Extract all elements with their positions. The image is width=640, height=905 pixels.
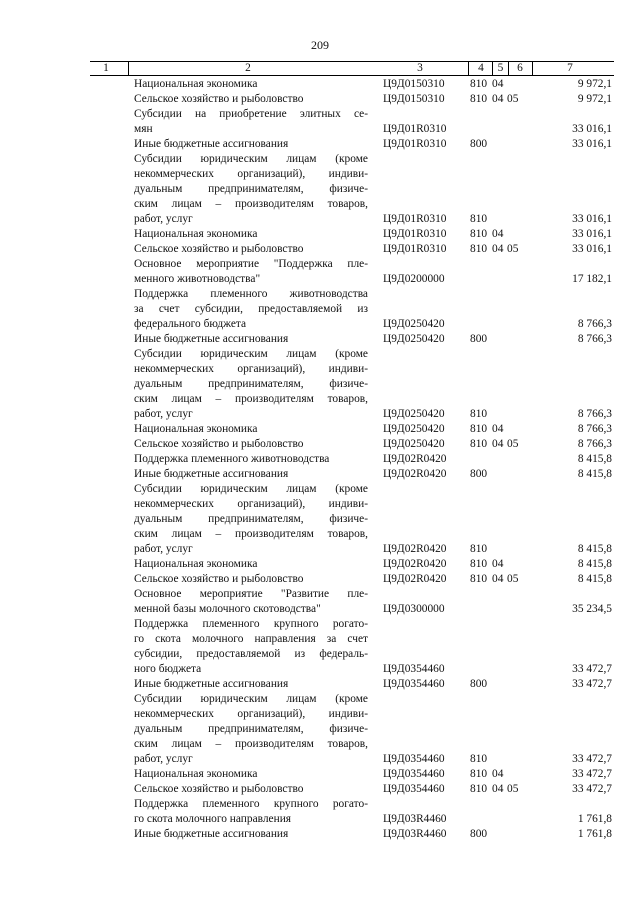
expense-type: 800 xyxy=(470,678,488,690)
amount: 33 472,7 xyxy=(572,783,612,795)
amount: 8 415,8 xyxy=(577,453,612,465)
amount: 8 766,3 xyxy=(577,408,612,420)
description-line: ским лицам – производителям товаров, xyxy=(134,738,368,750)
table-row xyxy=(0,617,640,677)
expense-type: 800 xyxy=(470,468,488,480)
expense-type: 800 xyxy=(470,828,488,840)
row-description xyxy=(134,92,368,107)
amount: 1 761,8 xyxy=(577,813,612,825)
amount: 8 415,8 xyxy=(577,558,612,570)
section: 04 xyxy=(492,93,504,105)
expense-type: 810 xyxy=(470,558,488,570)
row-description xyxy=(134,572,368,587)
table-row xyxy=(0,557,640,572)
expense-type: 800 xyxy=(470,138,488,150)
row-description xyxy=(134,137,368,152)
header-divider xyxy=(128,62,129,75)
description-line: го скота молочного направления xyxy=(134,813,292,825)
description-line: ским лицам – производителям товаров, xyxy=(134,198,368,210)
table-row xyxy=(0,572,640,587)
amount: 8 766,3 xyxy=(577,438,612,450)
subsection: 05 xyxy=(507,573,519,585)
row-description xyxy=(134,452,368,467)
row-description xyxy=(134,587,368,617)
amount: 8 766,3 xyxy=(577,318,612,330)
header-divider xyxy=(532,62,533,75)
header-col-5: 5 xyxy=(497,62,504,74)
amount: 33 016,1 xyxy=(572,123,612,135)
amount: 33 472,7 xyxy=(572,663,612,675)
table-header xyxy=(90,61,614,76)
description-line: некоммерческих организаций), индиви- xyxy=(134,498,368,510)
description-line: федерального бюджета xyxy=(134,318,247,330)
amount: 8 766,3 xyxy=(577,423,612,435)
section: 04 xyxy=(492,243,504,255)
description-line: за счет субсидии, предоставляемой из xyxy=(134,303,368,315)
target-code: Ц9Д02R0420 xyxy=(383,453,447,465)
row-description xyxy=(134,332,368,347)
amount: 33 016,1 xyxy=(572,228,612,240)
table-row xyxy=(0,287,640,332)
amount: 35 234,5 xyxy=(572,603,612,615)
target-code: Ц9Д02R0420 xyxy=(383,543,447,555)
target-code: Ц9Д01R0310 xyxy=(383,213,447,225)
target-code: Ц9Д0150310 xyxy=(383,93,445,105)
section: 04 xyxy=(492,423,504,435)
amount: 1 761,8 xyxy=(577,828,612,840)
target-code: Ц9Д0250420 xyxy=(383,318,445,330)
section: 04 xyxy=(492,573,504,585)
subsection: 05 xyxy=(507,438,519,450)
header-col-1: 1 xyxy=(103,62,109,74)
table-row xyxy=(0,257,640,287)
target-code: Ц9Д0250420 xyxy=(383,408,445,420)
table-row xyxy=(0,782,640,797)
expense-type: 810 xyxy=(470,753,488,765)
target-code: Ц9Д0250420 xyxy=(383,438,445,450)
expense-type: 810 xyxy=(470,768,488,780)
target-code: Ц9Д02R0420 xyxy=(383,573,447,585)
table-row xyxy=(0,467,640,482)
expense-type: 810 xyxy=(470,243,488,255)
target-code: Ц9Д0354460 xyxy=(383,678,445,690)
row-description xyxy=(134,557,368,572)
description-line: го скота молочного направления за счет xyxy=(134,633,368,645)
table-row xyxy=(0,422,640,437)
description-line: Сельское хозяйство и рыболовство xyxy=(134,438,304,450)
description-line: Сельское хозяйство и рыболовство xyxy=(134,93,304,105)
expense-type: 810 xyxy=(470,93,488,105)
table-row xyxy=(0,92,640,107)
row-description xyxy=(134,77,368,92)
amount: 33 016,1 xyxy=(572,138,612,150)
table-row xyxy=(0,677,640,692)
table-row xyxy=(0,797,640,827)
section: 04 xyxy=(492,228,504,240)
description-line: Поддержка племенного крупного рогато- xyxy=(134,618,368,630)
row-description xyxy=(134,257,368,287)
table-row xyxy=(0,482,640,557)
description-line: некоммерческих организаций), индиви- xyxy=(134,363,368,375)
table-row xyxy=(0,152,640,227)
description-line: Иные бюджетные ассигнования xyxy=(134,468,289,480)
target-code: Ц9Д0250420 xyxy=(383,333,445,345)
expense-type: 810 xyxy=(470,408,488,420)
amount: 33 016,1 xyxy=(572,213,612,225)
expense-type: 810 xyxy=(470,78,488,90)
description-line: Национальная экономика xyxy=(134,228,258,240)
expense-type: 810 xyxy=(470,423,488,435)
amount: 8 415,8 xyxy=(577,468,612,480)
target-code: Ц9Д0354460 xyxy=(383,753,445,765)
subsection: 05 xyxy=(507,93,519,105)
table-row xyxy=(0,587,640,617)
amount: 33 472,7 xyxy=(572,753,612,765)
description-line: Поддержка племенного крупного рогато- xyxy=(134,798,368,810)
description-line: Иные бюджетные ассигнования xyxy=(134,678,289,690)
header-divider xyxy=(508,62,509,75)
table-row xyxy=(0,227,640,242)
row-description xyxy=(134,767,368,782)
amount: 33 472,7 xyxy=(572,678,612,690)
target-code: Ц9Д02R0420 xyxy=(383,468,447,480)
description-line: Субсидии юридическим лицам (кроме xyxy=(134,693,368,705)
description-line: Иные бюджетные ассигнования xyxy=(134,138,289,150)
expense-type: 800 xyxy=(470,333,488,345)
row-description xyxy=(134,797,368,827)
amount: 9 972,1 xyxy=(577,93,612,105)
amount: 17 182,1 xyxy=(572,273,612,285)
target-code: Ц9Д01R0310 xyxy=(383,243,447,255)
description-line: дуальным предпринимателям, физиче- xyxy=(134,723,368,735)
row-description xyxy=(134,482,368,557)
table-row xyxy=(0,437,640,452)
description-line: Национальная экономика xyxy=(134,558,258,570)
table-row xyxy=(0,692,640,767)
description-line: дуальным предпринимателям, физиче- xyxy=(134,513,368,525)
row-description xyxy=(134,467,368,482)
table-row xyxy=(0,242,640,257)
description-line: Поддержка племенного животноводства xyxy=(134,453,330,465)
row-description xyxy=(134,242,368,257)
description-line: Основное мероприятие "Развитие пле- xyxy=(134,588,368,600)
description-line: менного животноводства" xyxy=(134,273,261,285)
target-code: Ц9Д0250420 xyxy=(383,423,445,435)
row-description xyxy=(134,152,368,227)
description-line: работ, услуг xyxy=(134,213,193,225)
row-description xyxy=(134,287,368,332)
amount: 8 766,3 xyxy=(577,333,612,345)
target-code: Ц9Д0200000 xyxy=(383,273,445,285)
amount: 8 415,8 xyxy=(577,543,612,555)
description-line: Сельское хозяйство и рыболовство xyxy=(134,783,304,795)
page-number: 209 xyxy=(311,38,329,52)
description-line: Сельское хозяйство и рыболовство xyxy=(134,573,304,585)
description-line: ного бюджета xyxy=(134,663,202,675)
expense-type: 810 xyxy=(470,543,488,555)
section: 04 xyxy=(492,78,504,90)
target-code: Ц9Д01R0310 xyxy=(383,228,447,240)
description-line: дуальным предпринимателям, физиче- xyxy=(134,183,368,195)
description-line: менной базы молочного скотоводства" xyxy=(134,603,321,615)
description-line: Национальная экономика xyxy=(134,423,258,435)
section: 04 xyxy=(492,768,504,780)
amount: 33 016,1 xyxy=(572,243,612,255)
expense-type: 810 xyxy=(470,228,488,240)
description-line: Субсидии юридическим лицам (кроме xyxy=(134,483,368,495)
budget-table xyxy=(0,77,640,842)
row-description xyxy=(134,422,368,437)
description-line: Субсидии юридическим лицам (кроме xyxy=(134,348,368,360)
row-description xyxy=(134,827,368,842)
amount: 9 972,1 xyxy=(577,78,612,90)
target-code: Ц9Д02R0420 xyxy=(383,558,447,570)
header-divider xyxy=(468,62,469,75)
row-description xyxy=(134,347,368,422)
target-code: Ц9Д0300000 xyxy=(383,603,445,615)
row-description xyxy=(134,437,368,452)
subsection: 05 xyxy=(507,243,519,255)
table-row xyxy=(0,452,640,467)
section: 04 xyxy=(492,438,504,450)
section: 04 xyxy=(492,558,504,570)
description-line: Иные бюджетные ассигнования xyxy=(134,828,289,840)
target-code: Ц9Д0354460 xyxy=(383,768,445,780)
row-description xyxy=(134,227,368,242)
header-col-4: 4 xyxy=(478,62,484,74)
table-row xyxy=(0,767,640,782)
description-line: мян xyxy=(134,123,153,135)
target-code: Ц9Д0150310 xyxy=(383,78,445,90)
row-description xyxy=(134,107,368,137)
description-line: Сельское хозяйство и рыболовство xyxy=(134,243,304,255)
target-code: Ц9Д01R0310 xyxy=(383,138,447,150)
table-row xyxy=(0,137,640,152)
row-description xyxy=(134,782,368,797)
description-line: субсидии, предоставляемой из федераль- xyxy=(134,648,368,660)
description-line: Иные бюджетные ассигнования xyxy=(134,333,289,345)
header-col-7: 7 xyxy=(567,62,573,74)
expense-type: 810 xyxy=(470,438,488,450)
description-line: некоммерческих организаций), индиви- xyxy=(134,168,368,180)
description-line: ским лицам – производителям товаров, xyxy=(134,528,368,540)
table-row xyxy=(0,107,640,137)
expense-type: 810 xyxy=(470,573,488,585)
target-code: Ц9Д0354460 xyxy=(383,783,445,795)
section: 04 xyxy=(492,783,504,795)
table-row xyxy=(0,77,640,92)
row-description xyxy=(134,677,368,692)
header-col-3: 3 xyxy=(417,62,423,74)
target-code: Ц9Д03R4460 xyxy=(383,828,447,840)
description-line: Основное мероприятие "Поддержка пле- xyxy=(134,258,368,270)
table-row xyxy=(0,347,640,422)
subsection: 05 xyxy=(507,783,519,795)
expense-type: 810 xyxy=(470,783,488,795)
target-code: Ц9Д01R0310 xyxy=(383,123,447,135)
description-line: работ, услуг xyxy=(134,408,193,420)
row-description xyxy=(134,617,368,677)
description-line: дуальным предпринимателям, физиче- xyxy=(134,378,368,390)
description-line: Поддержка племенного животноводства xyxy=(134,288,368,300)
target-code: Ц9Д03R4460 xyxy=(383,813,447,825)
table-row xyxy=(0,332,640,347)
header-col-2: 2 xyxy=(245,62,251,74)
description-line: некоммерческих организаций), индиви- xyxy=(134,708,368,720)
description-line: Субсидии на приобретение элитных се- xyxy=(134,108,368,120)
target-code: Ц9Д0354460 xyxy=(383,663,445,675)
amount: 8 415,8 xyxy=(577,573,612,585)
row-description xyxy=(134,692,368,767)
description-line: работ, услуг xyxy=(134,753,193,765)
description-line: ским лицам – производителям товаров, xyxy=(134,393,368,405)
description-line: работ, услуг xyxy=(134,543,193,555)
amount: 33 472,7 xyxy=(572,768,612,780)
description-line: Национальная экономика xyxy=(134,78,258,90)
description-line: Национальная экономика xyxy=(134,768,258,780)
expense-type: 810 xyxy=(470,213,488,225)
header-col-6: 6 xyxy=(517,62,523,74)
table-row xyxy=(0,827,640,842)
description-line: Субсидии юридическим лицам (кроме xyxy=(134,153,368,165)
